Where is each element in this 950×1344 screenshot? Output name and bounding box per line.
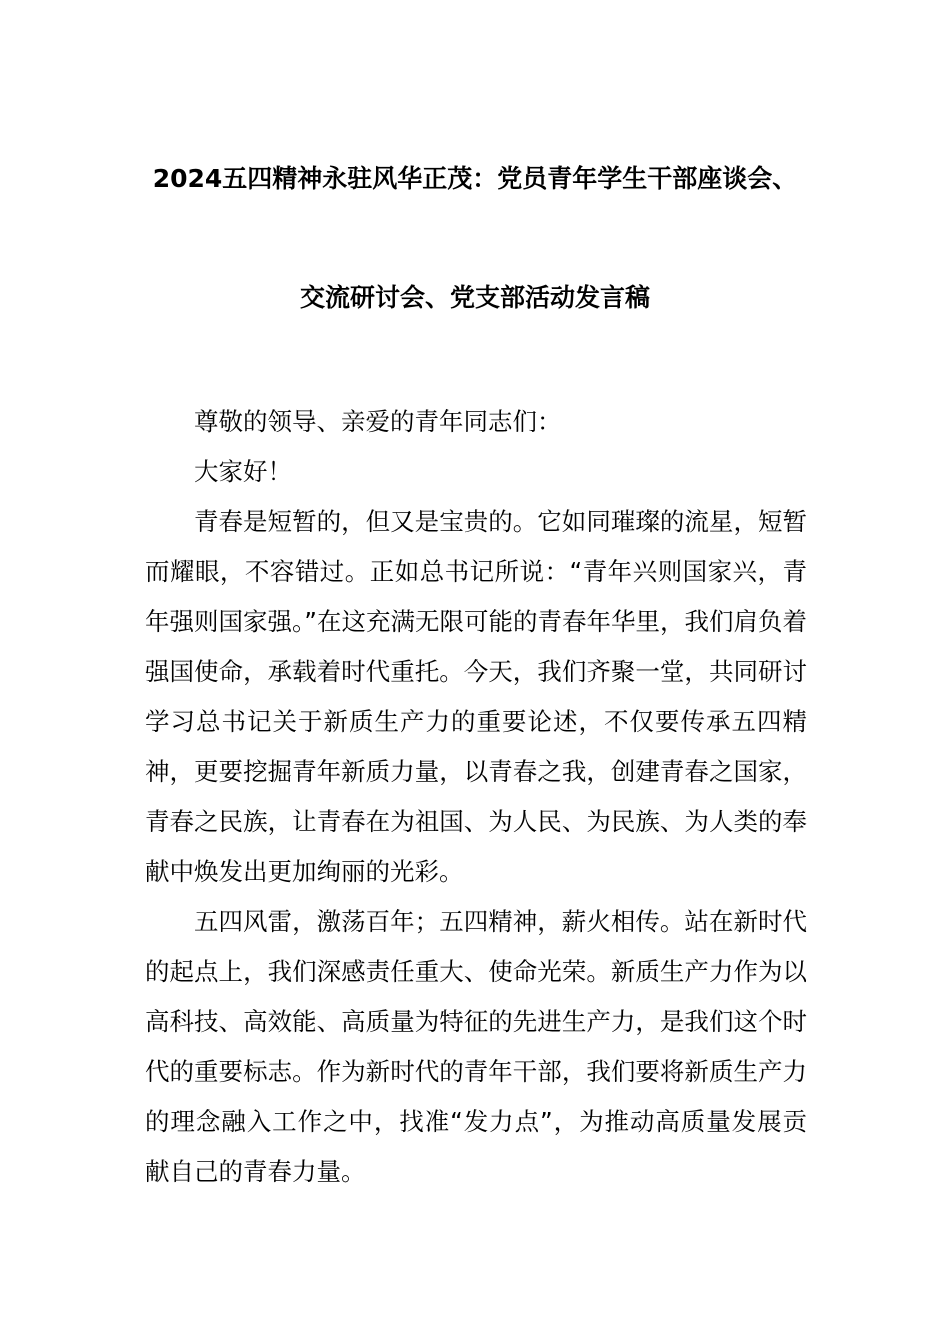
greeting: 大家好！ (194, 457, 292, 486)
document-body (145, 397, 807, 1197)
document-title-line-1: 2024五四精神永驻风华正茂：党员青年学生干部座谈会、 (152, 164, 798, 193)
body-paragraph-1: 青春是短暂的，但又是宝贵的。它如同璀璨的流星，短暂而耀眼，不容错过。正如总书记所说：“青年兴则国家兴，青年强则国家强。”在这充满无限可能的青春年华里，我们肩负着强国使命，承载着时代重托。今天，我们齐聚一堂，共同研讨学习总书记关于新质生产力的重要论述，不仅要传承五四精神，更要挖掘青年新质力量，以青春之我，创建青春之国家，青春之民族，让青春在为祖国、为人民、为民族、为人类的奉献中焕发出更加绚丽的光彩。 (145, 507, 807, 886)
salutation: 尊敬的领导、亲爱的青年同志们： (194, 407, 562, 436)
body-paragraph-2: 五四风雷，激荡百年；五四精神，薪火相传。站在新时代的起点上，我们深感责任重大、使命光荣。新质生产力作为以高科技、高效能、高质量为特征的先进生产力，是我们这个时代的重要标志。作为新时代的青年干部，我们要将新质生产力的理念融入工作之中，找准“发力点”，为推动高质量发展贡献自己的青春力量。 (145, 907, 807, 1186)
document-title-line-2: 交流研讨会、党支部活动发言稿 (299, 283, 650, 312)
